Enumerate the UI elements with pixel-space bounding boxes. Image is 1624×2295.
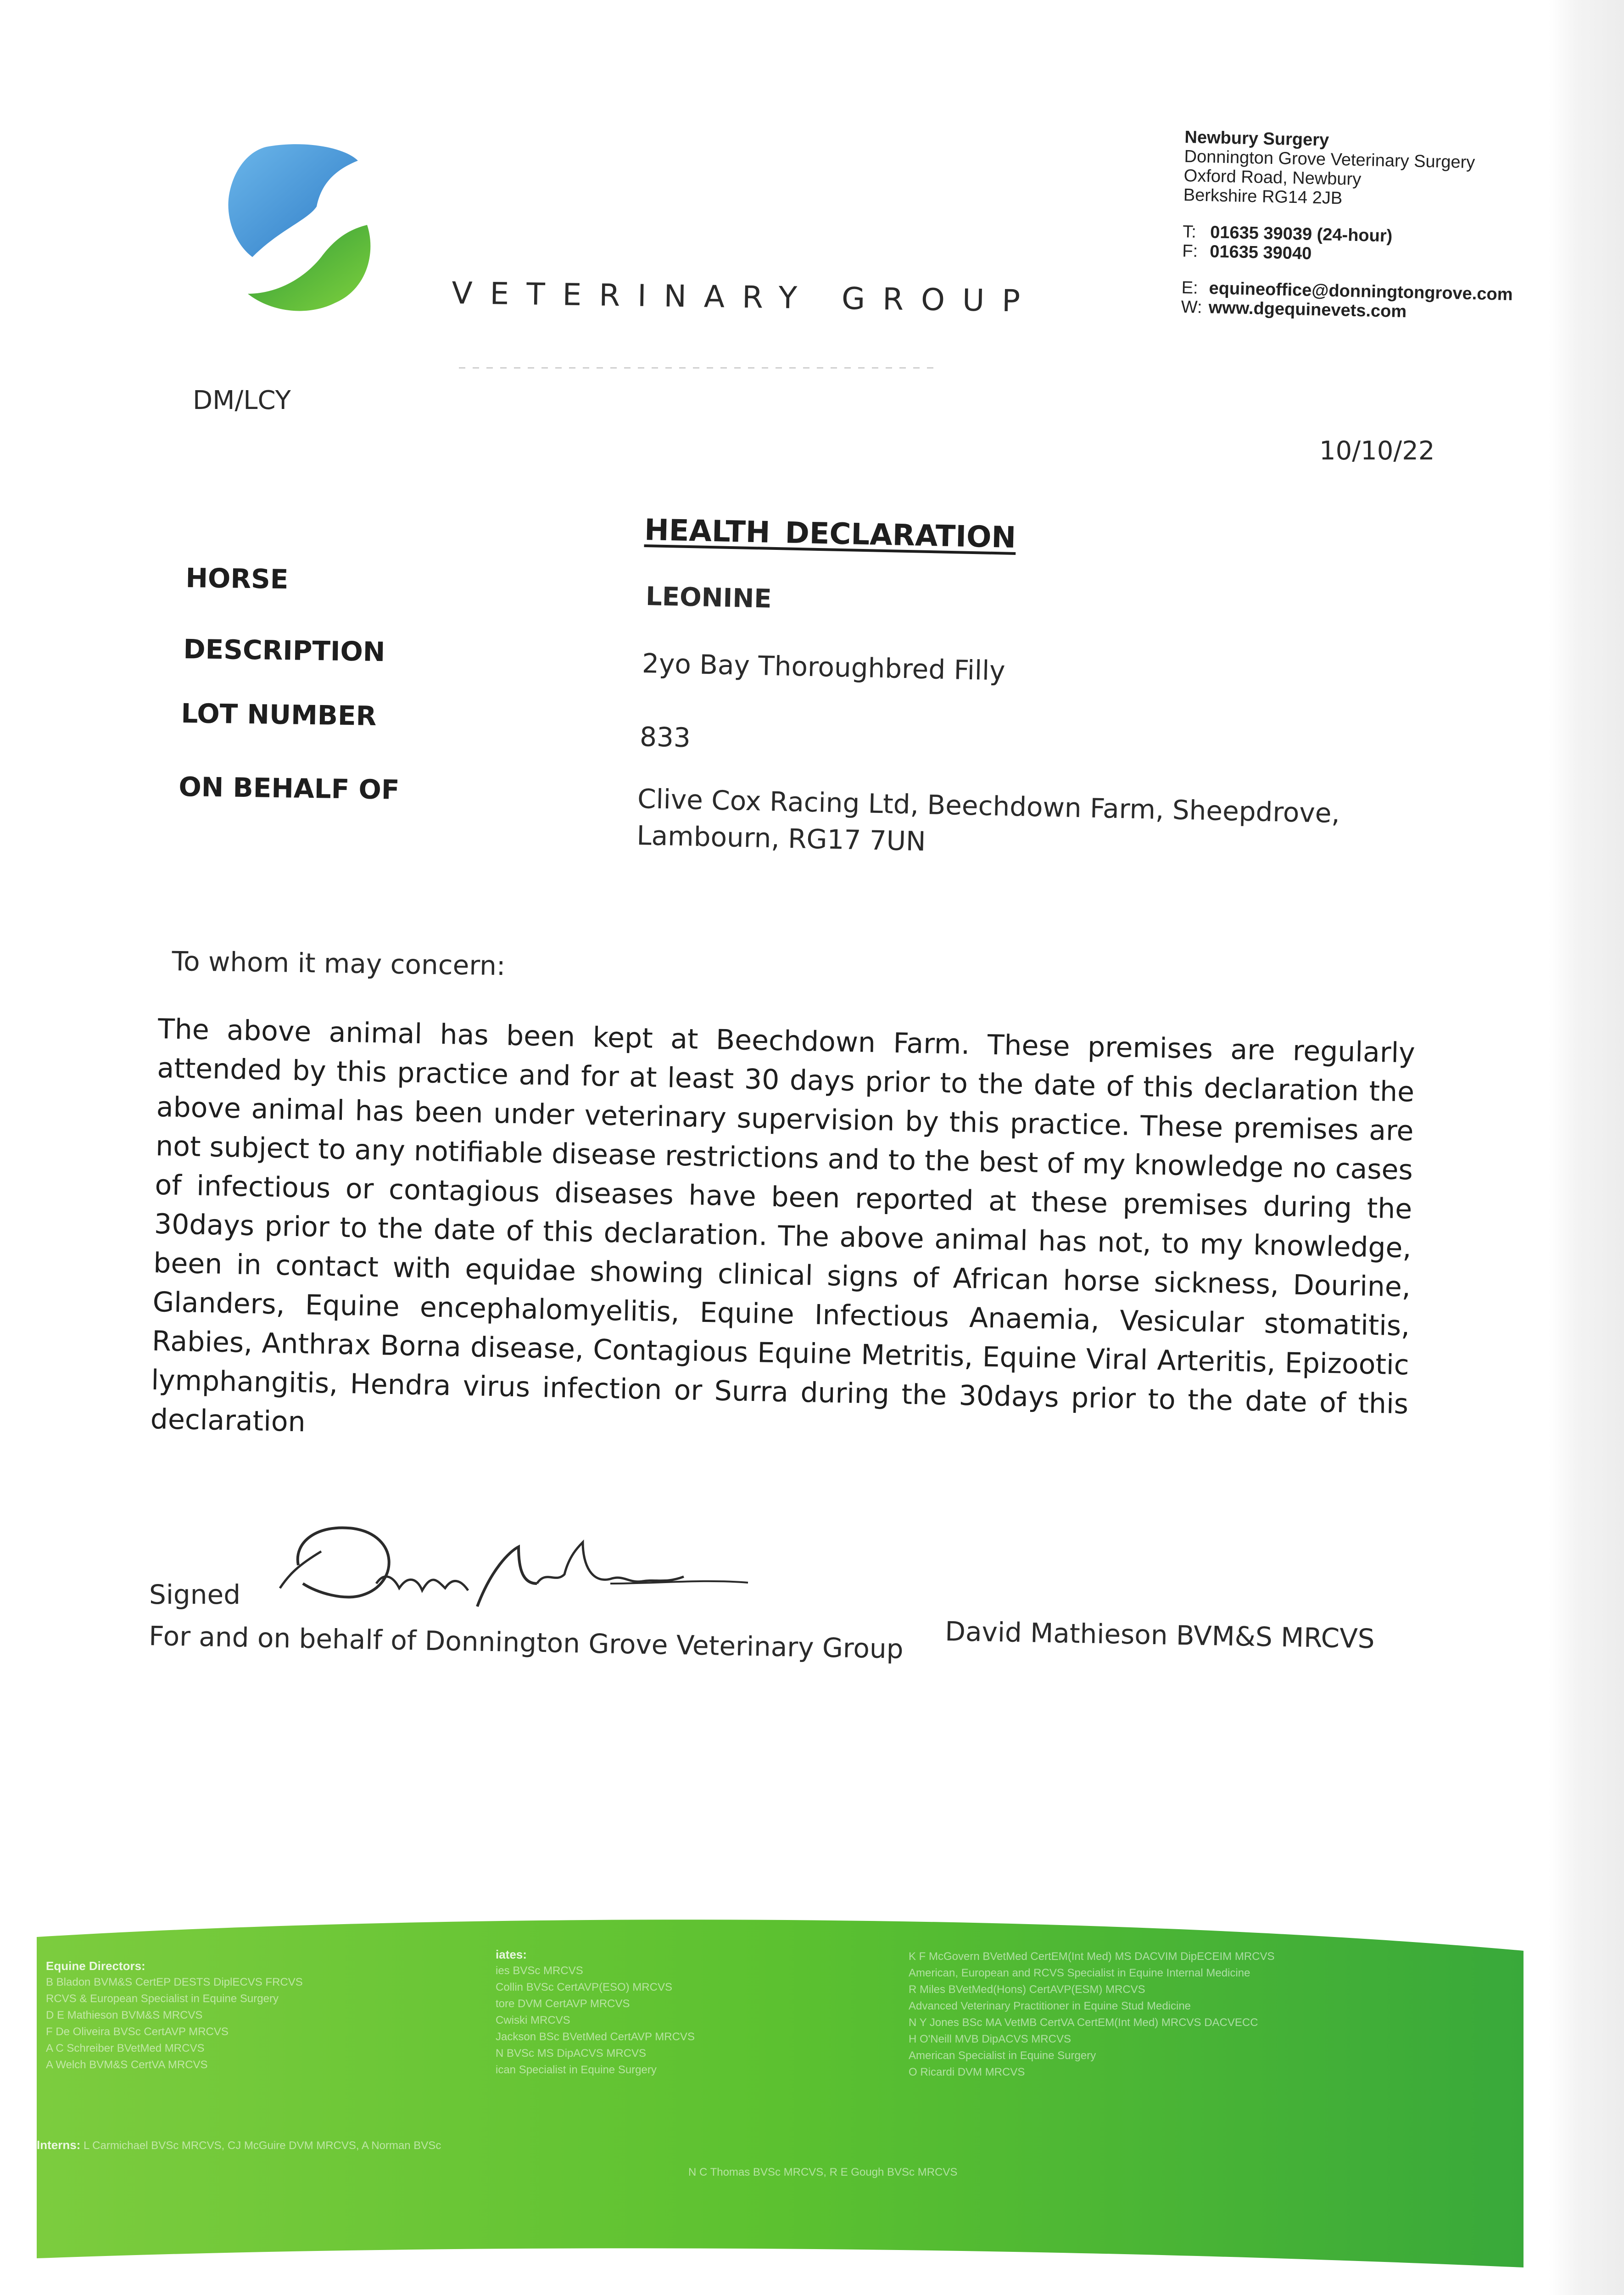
footer-interns xyxy=(37,2137,679,2154)
description-label: DESCRIPTION xyxy=(183,633,385,668)
specialist-8: O Ricardi DVM MRCVS xyxy=(909,2066,1025,2078)
interns-list: L Carmichael BVSc MRCVS, CJ McGuire DVM MRCVS, A Norman BVSc xyxy=(84,2139,441,2152)
website-link[interactable]: www.dgequinevets.com xyxy=(1208,298,1407,322)
specialist-3: R Miles BVetMed(Hons) CertAVP(ESM) MRCVS xyxy=(909,1983,1145,1996)
surgery-address xyxy=(1181,128,1533,324)
specialist-1: K F McGovern BVetMed CertEM(Int Med) MS DACVIM DipECEIM MRCVS xyxy=(909,1950,1275,1963)
associate-3: tore DVM CertAVP MRCVS xyxy=(496,1998,630,2010)
declaration-body: The above animal has been kept at Beechdown Farm. These premises are regularly attended by this practice and for at least 30 days prior to the date of this declaration the above animal has been under veterinary supervision by this practice. These premises are not subject to any notifiable disease restrictions and to the best of my knowledge no cases of infectious or contagious diseases have been reported at these premises during the 30days prior to the date of this declaration. The above animal has not, to my knowledge, been in contact with equidae showing clinical signs of African horse sickness, Dourine, Glanders, Equine encephalomyelitis, Equine Infectious Anaemia, Vesicular stomatitis, Rabies, Anthrax Borna disease, Contagious Equine Metritis, Equine Viral Arteritis, Epizootic lymphangitis, Hendra virus infection or Surra during the 30days prior to the date of this declaration xyxy=(150,1013,1416,1439)
divider xyxy=(459,367,941,369)
specialist-5: N Y Jones BSc MA VetMB CertVA CertEM(Int Med) MRCVS DACVECC xyxy=(909,2016,1258,2029)
associate-6: N BVSc MS DipACVS MRCVS xyxy=(496,2047,647,2060)
salutation: To whom it may concern: xyxy=(172,946,506,982)
director-6: A Welch BVM&S CertVA MRCVS xyxy=(46,2059,208,2071)
surgery-name: Newbury Surgery xyxy=(1184,128,1329,150)
handwritten-signature xyxy=(262,1515,757,1616)
signed-label: Signed xyxy=(149,1579,241,1610)
on-behalf-line: For and on behalf of Donnington Grove Veterinary Group xyxy=(148,1620,904,1665)
director-1: B Bladon BVM&S CertEP DESTS DiplECVS FRCVS xyxy=(46,1976,303,1988)
director-4: F De Oliveira BVSc CertAVP MRCVS xyxy=(46,2026,229,2038)
on-behalf-of-label: ON BEHALF OF xyxy=(179,771,400,806)
associates-heading: iates: xyxy=(496,1948,527,1961)
on-behalf-of-value: Clive Cox Racing Ltd, Beechdown Farm, Sheepdrove, Lambourn, RG17 7UN xyxy=(636,783,1340,857)
address-line-1: Donnington Grove Veterinary Surgery xyxy=(1184,146,1475,173)
address-line-3: Berkshire RG14 2JB xyxy=(1183,185,1343,208)
donnington-grove-logo xyxy=(216,142,381,317)
specialist-6: H O'Neill MVB DipACVS MRCVS xyxy=(909,2033,1071,2045)
telephone: 01635 39039 (24-hour) xyxy=(1210,223,1393,246)
signer-name: David Mathieson BVM&S MRCVS xyxy=(944,1616,1375,1655)
footer-directors xyxy=(46,1958,459,2073)
veterinary-group-wordmark: VETERINARY GROUP xyxy=(451,275,1038,319)
director-5: A C Schreiber BVetMed MRCVS xyxy=(46,2042,205,2054)
reference: DM/LCY xyxy=(193,386,291,415)
associate-1: ies BVSc MRCVS xyxy=(496,1965,583,1977)
address-line-2: Oxford Road, Newbury xyxy=(1183,166,1362,190)
horse-label: HORSE xyxy=(185,562,289,595)
footer-associates xyxy=(496,1946,863,2078)
web-label: W: xyxy=(1181,297,1202,317)
specialist-7: American Specialist in Equine Surgery xyxy=(909,2049,1096,2062)
fax-label: F: xyxy=(1182,241,1198,261)
fax: 01635 39040 xyxy=(1209,242,1312,263)
associate-4: Cwiski MRCVS xyxy=(496,2014,570,2026)
associate-7: ican Specialist in Equine Surgery xyxy=(496,2064,657,2076)
description-value: 2yo Bay Thoroughbred Filly xyxy=(642,647,1006,687)
associate-2: Collin BVSc CertAVP(ESO) MRCVS xyxy=(496,1981,672,1993)
email-link[interactable]: equineoffice@donningtongrove.com xyxy=(1209,279,1513,305)
letter-date: 10/10/22 xyxy=(1319,436,1435,466)
email-label: E: xyxy=(1181,278,1199,298)
document-title: HEALTH DECLARATION xyxy=(644,513,1016,555)
horse-value: LEONINE xyxy=(645,581,772,614)
associate-5: Jackson BSc BVetMed CertAVP MRCVS xyxy=(496,2031,695,2043)
footer-interns-2: N C Thomas BVSc MRCVS, R E Gough BVSc MRCVS xyxy=(688,2166,958,2178)
lot-number-label: LOT NUMBER xyxy=(181,698,377,732)
directors-heading: Equine Directors: xyxy=(46,1959,145,1973)
tel-label: T: xyxy=(1182,222,1197,242)
specialist-2: American, European and RCVS Specialist in Equine Internal Medicine xyxy=(909,1967,1250,1979)
footer-specialists xyxy=(909,1948,1505,2081)
lot-number-value: 833 xyxy=(639,721,691,754)
interns-heading: Interns: xyxy=(37,2138,81,2152)
director-3: D E Mathieson BVM&S MRCVS xyxy=(46,2009,203,2021)
specialist-4: Advanced Veterinary Practitioner in Equine Stud Medicine xyxy=(909,2000,1191,2012)
director-2: RCVS & European Specialist in Equine Surgery xyxy=(46,1993,279,2005)
scan-edge xyxy=(1549,0,1624,2295)
